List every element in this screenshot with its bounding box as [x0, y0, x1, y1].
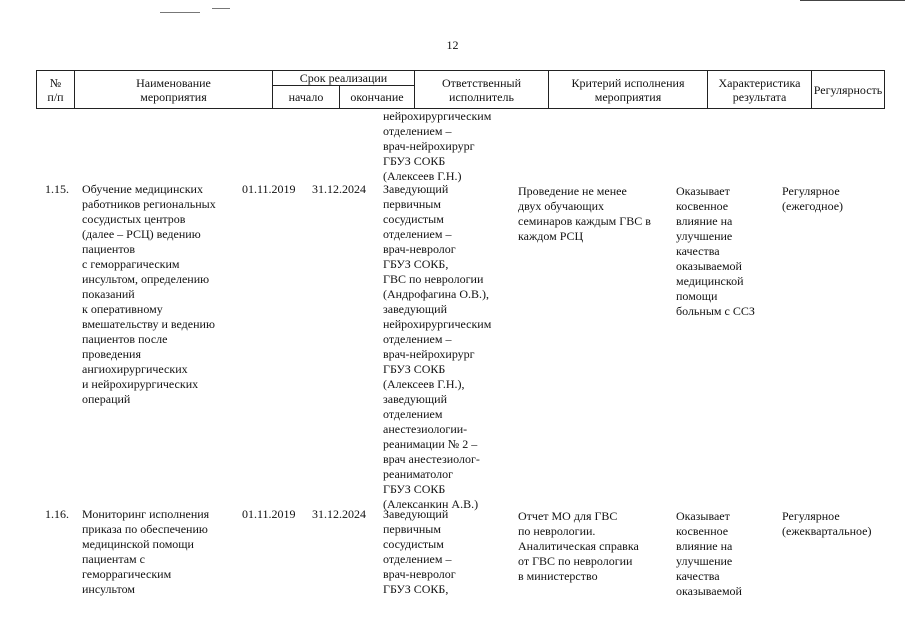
- header-result: Характеристика результата: [708, 71, 812, 109]
- row-1-15-result: Оказывает косвенное влияние на улучшение качества оказываемой медицинской помощи больным с ССЗ: [676, 184, 755, 318]
- row-1-15-start: 01.11.2019: [242, 182, 296, 196]
- scan-artifact: [212, 8, 230, 9]
- row-1-16-name: Мониторинг исполнения приказа по обеспечению медицинской помощи пациентам с геморрагическим инсультом: [82, 507, 210, 596]
- header-regularity: Регулярность: [812, 71, 885, 109]
- header-num: № п/п: [37, 71, 75, 109]
- header-responsible: Ответственный исполнитель: [415, 71, 549, 109]
- row-1-16-end: 31.12.2024: [312, 507, 366, 521]
- row-1-15-end: 31.12.2024: [312, 182, 366, 196]
- row-1-16-responsible: Заведующий первичным сосудистым отделением – врач-невролог ГБУЗ СОКБ,: [383, 507, 456, 596]
- row-1-16-criterion: Отчет МО для ГВС по неврологии. Аналитическая справка от ГВС по неврологии в министерство: [518, 509, 639, 583]
- row-1-16-num: 1.16.: [45, 507, 69, 521]
- table-header: [36, 70, 885, 109]
- header-end: окончание: [340, 86, 415, 109]
- page-number: 12: [446, 38, 459, 52]
- row-1-15-name: Обучение медицинских работников региональных сосудистых центров (далее – РСЦ) ведению пациентов с геморрагическим инсультом, определению показаний к оперативному вмешательству и ведению пациентов после проведения ангиохирургических и нейрохирургических операций: [82, 182, 216, 406]
- header-name: Наименование мероприятия: [75, 71, 273, 109]
- row-1-15-responsible: Заведующий первичным сосудистым отделением – врач-невролог ГБУЗ СОКБ, ГВС по неврологии (Андрофагина О.В.), заведующий нейрохирургическим отделением – врач-нейрохирург ГБУЗ СОКБ (Алексеев Г.Н.), заведующий отделением анестезиологии- реанимации № 2 – врач анестезиолог- реаниматолог ГБУЗ СОКБ (Алексанкин А.В.): [383, 182, 492, 511]
- scan-artifact: [800, 0, 905, 1]
- row-1-16-start: 01.11.2019: [242, 507, 296, 521]
- row-1-15-criterion: Проведение не менее двух обучающих семинаров каждым ГВС в каждом РСЦ: [518, 184, 651, 243]
- row-1-15-num: 1.15.: [45, 182, 69, 196]
- header-criterion: Критерий исполнения мероприятия: [549, 71, 708, 109]
- row-1-16-result: Оказывает косвенное влияние на улучшение качества оказываемой: [676, 509, 742, 598]
- row-1-15-regularity: Регулярное (ежегодное): [782, 184, 844, 213]
- header-term: Срок реализации: [273, 71, 415, 86]
- scan-artifact: [160, 12, 200, 13]
- row-1-16-regularity: Регулярное (ежеквартальное): [782, 509, 872, 538]
- continuation-responsible: нейрохирургическим отделением – врач-нейрохирург ГБУЗ СОКБ (Алексеев Г.Н.): [383, 109, 492, 183]
- header-start: начало: [273, 86, 340, 109]
